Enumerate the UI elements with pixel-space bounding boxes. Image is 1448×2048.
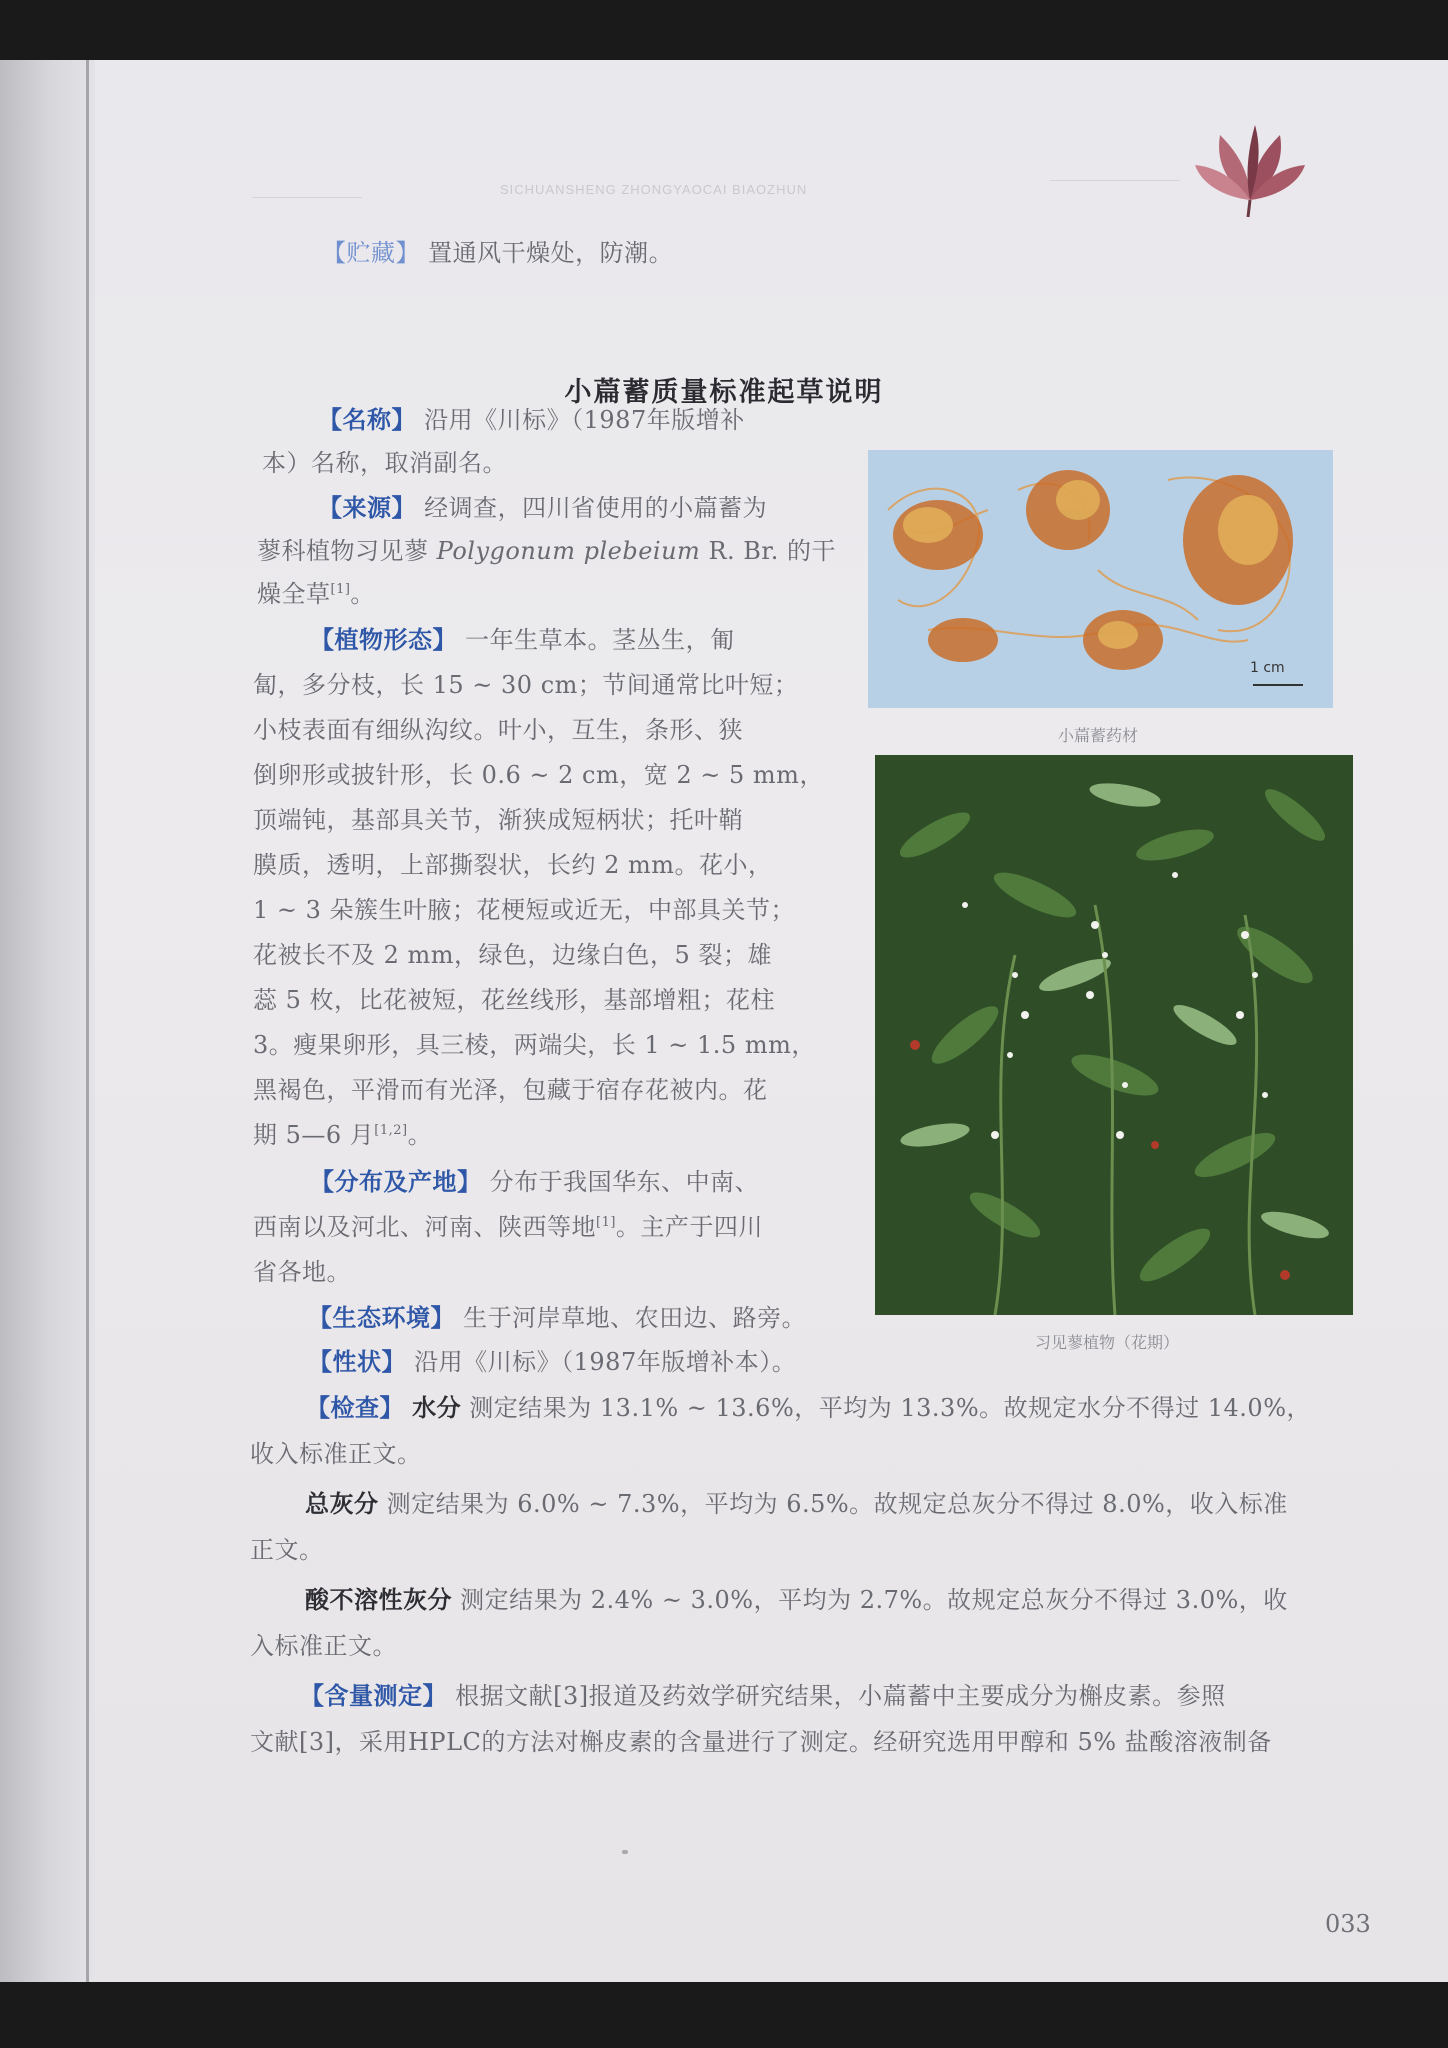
plant-photo bbox=[875, 755, 1353, 1315]
morphology-line-4: 倒卵形或披针形，长 0.6 ~ 2 cm，宽 2 ~ 5 mm， bbox=[253, 761, 824, 789]
source-text-2b: R. Br. 的干 bbox=[708, 537, 837, 565]
ref-marker: [1,2] bbox=[374, 1123, 408, 1138]
morphology-line-12 bbox=[253, 1115, 432, 1150]
source-text-3-end: 。 bbox=[350, 580, 375, 608]
morphology-line-9: 蕊 5 枚，比花被短，花丝线形，基部增粗；花柱 bbox=[253, 986, 776, 1014]
acid-ash-text-1: 测定结果为 2.4% ~ 3.0%，平均为 2.7%。故规定总灰分不得过 3.0%，收 bbox=[460, 1586, 1288, 1614]
morphology-line-8: 花被长不及 2 mm，绿色，边缘白色，5 裂；雄 bbox=[253, 941, 772, 969]
moisture-text-1: 测定结果为 13.1% ~ 13.6%，平均为 13.3%。故规定水分不得过 14.0%， bbox=[469, 1394, 1312, 1422]
source-tag: 【来源】 bbox=[318, 494, 416, 522]
name-line-2: 本）名称，取消副名。 bbox=[262, 449, 507, 477]
morphology-line-3: 小枝表面有细纵沟纹。叶小，互生，条形、狭 bbox=[253, 716, 743, 744]
acid-ash-term: 酸不溶性灰分 bbox=[305, 1586, 452, 1614]
header-rule-left bbox=[252, 197, 362, 198]
distribution-text-2: 西南以及河北、河南、陕西等地 bbox=[253, 1213, 596, 1241]
storage-text: 置通风干燥处，防潮。 bbox=[428, 239, 674, 267]
running-head: SICHUANSHENG ZHONGYAOCAI BIAOZHUN bbox=[500, 182, 808, 197]
character-line bbox=[308, 1342, 796, 1377]
source-text-2a: 蓼科植物习见蓼 bbox=[257, 537, 429, 565]
distribution-line-3: 省各地。 bbox=[253, 1258, 351, 1286]
ash-term: 总灰分 bbox=[305, 1490, 379, 1518]
herb-caption: 小萹蓄药材 bbox=[1058, 726, 1139, 745]
morphology-text-1: 一年生草本。茎丛生，匍 bbox=[465, 626, 735, 654]
distribution-text-1: 分布于我国华东、中南、 bbox=[489, 1168, 760, 1196]
distribution-line-1 bbox=[310, 1162, 759, 1197]
book-page bbox=[0, 60, 1448, 1982]
latin-name: Polygonum plebeium bbox=[436, 537, 701, 565]
storage-line bbox=[322, 233, 673, 268]
morphology-line-6: 膜质，透明，上部撕裂状，长约 2 mm。花小， bbox=[253, 851, 773, 879]
inspection-line-1 bbox=[306, 1388, 1311, 1423]
section-title: 小萹蓄质量标准起草说明 bbox=[564, 377, 884, 408]
source-text-3: 燥全草 bbox=[257, 580, 331, 608]
morphology-text-12-end: 。 bbox=[407, 1121, 433, 1149]
assay-text-1: 根据文献[3]报道及药效学研究结果，小萹蓄中主要成分为槲皮素。参照 bbox=[455, 1682, 1226, 1710]
inspection-tag: 【检查】 bbox=[306, 1394, 404, 1422]
assay-line-1 bbox=[300, 1676, 1226, 1711]
dust-speck bbox=[622, 1850, 628, 1854]
distribution-tag: 【分布及产地】 bbox=[310, 1168, 482, 1196]
leaf-logo-icon bbox=[1190, 115, 1310, 225]
morphology-line-5: 顶端钝，基部具关节，渐狭成短柄状；托叶鞘 bbox=[253, 806, 743, 834]
ash-text-1: 测定结果为 6.0% ~ 7.3%，平均为 6.5%。故规定总灰分不得过 8.0%，收入标准 bbox=[386, 1490, 1288, 1518]
source-line-1 bbox=[318, 488, 767, 523]
ash-line-1 bbox=[305, 1484, 1288, 1519]
ecology-text: 生于河岸草地、农田边、路旁。 bbox=[463, 1304, 807, 1332]
morphology-tag: 【植物形态】 bbox=[310, 626, 457, 654]
ref-marker: [1] bbox=[330, 582, 351, 597]
assay-line-2: 文献[3]，采用HPLC的方法对槲皮素的含量进行了测定。经研究选用甲醇和 5% 盐酸溶液制备 bbox=[250, 1728, 1272, 1756]
header-rule-right bbox=[1050, 180, 1180, 181]
assay-tag: 【含量测定】 bbox=[300, 1682, 447, 1710]
morphology-line-7: 1 ~ 3 朵簇生叶腋；花梗短或近无，中部具关节； bbox=[253, 896, 796, 924]
name-tag: 【名称】 bbox=[318, 406, 416, 434]
morphology-line-2: 匐，多分枝，长 15 ~ 30 cm；节间通常比叶短； bbox=[253, 671, 799, 699]
ref-marker: [1] bbox=[596, 1215, 616, 1230]
name-line-1 bbox=[318, 400, 745, 435]
source-line-3 bbox=[257, 574, 375, 609]
plant-caption: 习见蓼植物（花期） bbox=[1035, 1333, 1180, 1352]
scale-label: 1 cm bbox=[1250, 660, 1285, 676]
gutter-fold bbox=[86, 60, 89, 1982]
morphology-line-11: 黑褐色，平滑而有光泽，包藏于宿存花被内。花 bbox=[253, 1076, 768, 1104]
source-line-2 bbox=[257, 531, 836, 566]
name-text-1: 沿用《川标》（1987年版增补 bbox=[424, 406, 745, 434]
character-text: 沿用《川标》（1987年版增补本）。 bbox=[414, 1348, 797, 1376]
morphology-line-10: 3。瘦果卵形，具三棱，两端尖，长 1 ~ 1.5 mm， bbox=[253, 1031, 816, 1059]
acid-ash-line-1 bbox=[305, 1580, 1288, 1615]
morphology-line-1 bbox=[310, 620, 735, 655]
morphology-text-12: 期 5—6 月 bbox=[253, 1121, 375, 1149]
page-number: 033 bbox=[1325, 1910, 1371, 1938]
storage-tag: 【贮藏】 bbox=[322, 239, 420, 267]
distribution-line-2 bbox=[253, 1207, 763, 1242]
character-tag: 【性状】 bbox=[308, 1348, 406, 1376]
ecology-tag: 【生态环境】 bbox=[308, 1304, 455, 1332]
ash-line-2: 正文。 bbox=[250, 1536, 324, 1564]
source-text-1: 经调查，四川省使用的小萹蓄为 bbox=[424, 494, 768, 522]
moisture-line-2: 收入标准正文。 bbox=[250, 1440, 422, 1468]
page-gutter bbox=[0, 60, 95, 1982]
moisture-term: 水分 bbox=[412, 1394, 462, 1422]
ecology-line bbox=[308, 1298, 806, 1333]
acid-ash-line-2: 入标准正文。 bbox=[250, 1632, 397, 1660]
distribution-text-2-end: 。主产于四川 bbox=[615, 1213, 763, 1241]
